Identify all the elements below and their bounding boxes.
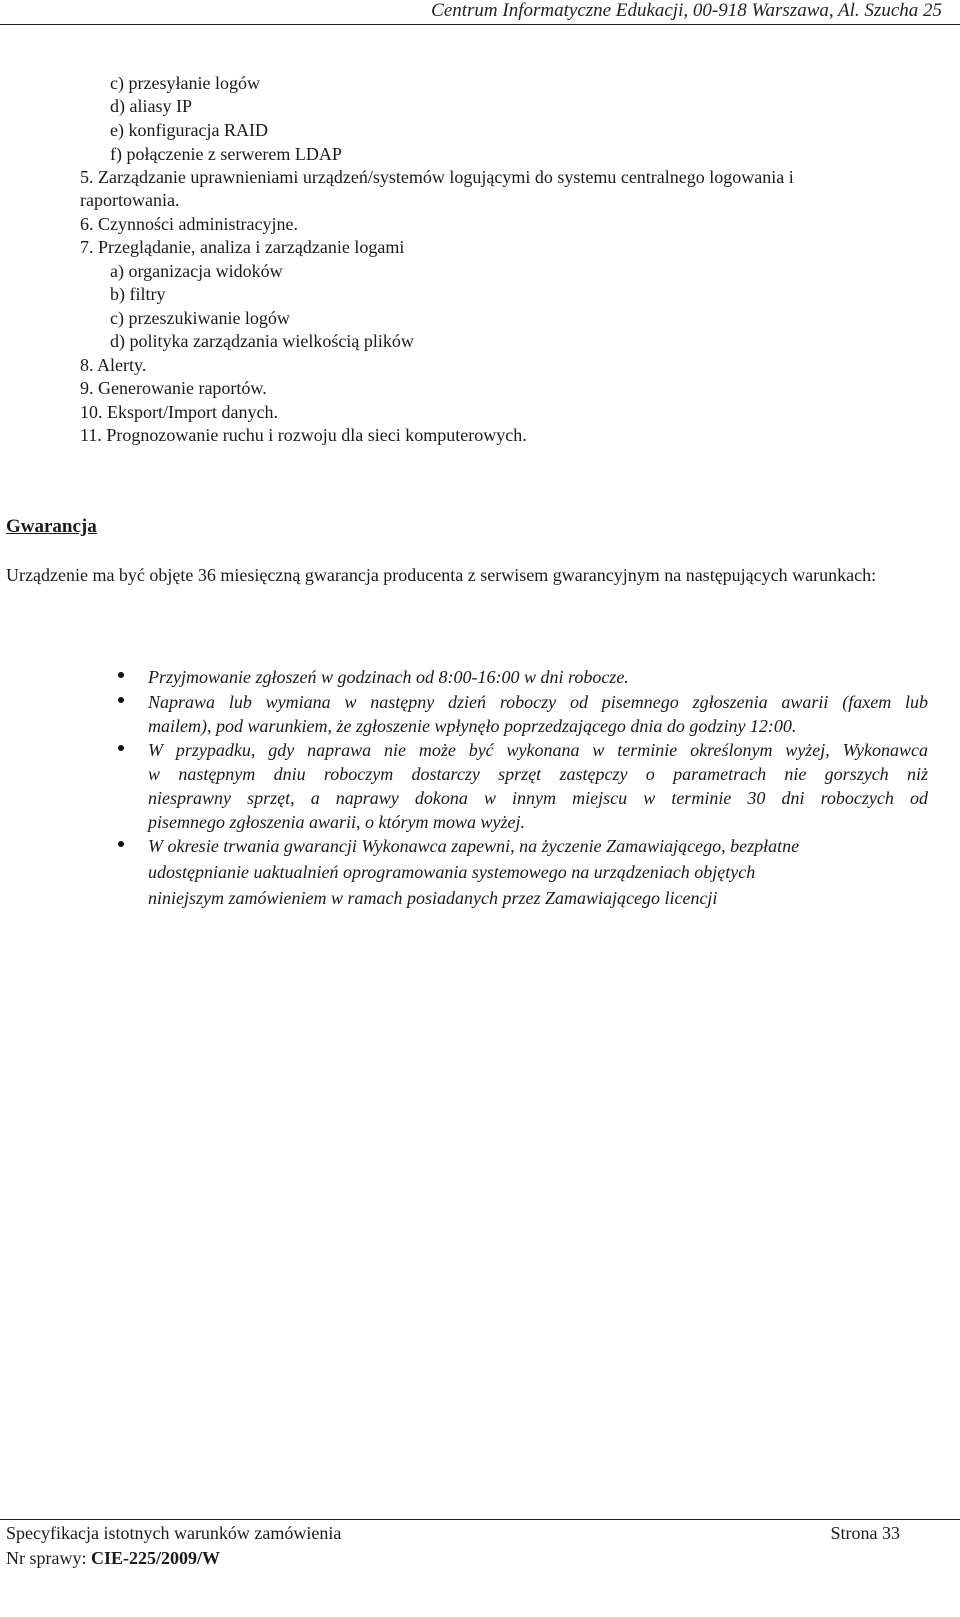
page-header bbox=[0, 0, 960, 22]
bullet-line: w następnym dniu roboczym dostarczy sprzęt zastępczy o parametrach nie gorszych niż bbox=[148, 764, 928, 784]
header-rule bbox=[0, 24, 960, 25]
list-line: 9. Generowanie raportów. bbox=[80, 378, 267, 398]
list-line: d) polityka zarządzania wielkością plików bbox=[110, 331, 414, 351]
list-line: 11. Prognozowanie ruchu i rozwoju dla sieci komputerowych. bbox=[80, 425, 527, 445]
bullet-dot bbox=[118, 672, 124, 678]
bullet-dot bbox=[118, 745, 124, 751]
bullet-line: W przypadku, gdy naprawa nie może być wykonana w terminie określonym wyżej, Wykonawca bbox=[148, 740, 928, 760]
case-number bbox=[6, 1548, 220, 1569]
footer-title: Specyfikacja istotnych warunków zamówienia bbox=[6, 1523, 342, 1543]
list-line: 7. Przeglądanie, analiza i zarządzanie logami bbox=[80, 237, 405, 257]
case-number-value: CIE-225/2009/W bbox=[90, 1548, 220, 1568]
list-line: f) połączenie z serwerem LDAP bbox=[110, 144, 342, 164]
bullet-dot bbox=[118, 841, 124, 847]
bullet-line: W okresie trwania gwarancji Wykonawca zapewni, na życzenie Zamawiającego, bezpłatne bbox=[148, 836, 800, 856]
list-line: d) aliasy IP bbox=[110, 96, 192, 116]
list-line: b) filtry bbox=[110, 284, 166, 304]
list-line: c) przeszukiwanie logów bbox=[110, 308, 290, 328]
bullet-line: niesprawny sprzęt, a naprawy dokona w innym miejscu w terminie 30 dni roboczych od bbox=[148, 788, 928, 808]
warranty-intro: Urządzenie ma być objęte 36 miesięczną gwarancja producenta z serwisem gwarancyjnym na następujących warunkach: bbox=[6, 565, 877, 585]
bullet-line: pisemnego zgłoszenia awarii, o którym mowa wyżej. bbox=[148, 812, 525, 832]
bullet-line: Przyjmowanie zgłoszeń w godzinach od 8:00-16:00 w dni robocze. bbox=[148, 667, 629, 687]
list-line: 6. Czynności administracyjne. bbox=[80, 214, 298, 234]
list-line: 8. Alerty. bbox=[80, 355, 147, 375]
bullet-dot bbox=[118, 697, 124, 703]
list-line: a) organizacja widoków bbox=[110, 261, 283, 281]
list-line: raportowania. bbox=[80, 190, 180, 210]
list-line: 10. Eksport/Import danych. bbox=[80, 402, 278, 422]
list-line: e) konfiguracja RAID bbox=[110, 120, 268, 140]
list-line: 5. Zarządzanie uprawnieniami urządzeń/systemów logującymi do systemu centralnego logowania i bbox=[80, 167, 794, 187]
case-number-label: Nr sprawy: bbox=[6, 1548, 91, 1568]
bullet-line: Naprawa lub wymiana w następny dzień roboczy od pisemnego zgłoszenia awarii (faxem lub bbox=[148, 692, 928, 712]
footer-rule bbox=[0, 1519, 960, 1520]
bullet-line: mailem), pod warunkiem, że zgłoszenie wpłynęło poprzedzającego dnia do godziny 12:00. bbox=[148, 716, 797, 736]
bullet-line: niniejszym zamówieniem w ramach posiadanych przez Zamawiającego licencji bbox=[148, 888, 718, 908]
list-line: c) przesyłanie logów bbox=[110, 73, 260, 93]
page-number: Strona 33 bbox=[830, 1523, 900, 1543]
bullet-line: udostępnianie uaktualnień oprogramowania systemowego na urządzeniach objętych bbox=[148, 862, 756, 882]
section-heading: Gwarancja bbox=[6, 516, 97, 537]
header-text: Centrum Informatyczne Edukacji, 00-918 Warszawa, Al. Szucha 25 bbox=[431, 0, 942, 21]
